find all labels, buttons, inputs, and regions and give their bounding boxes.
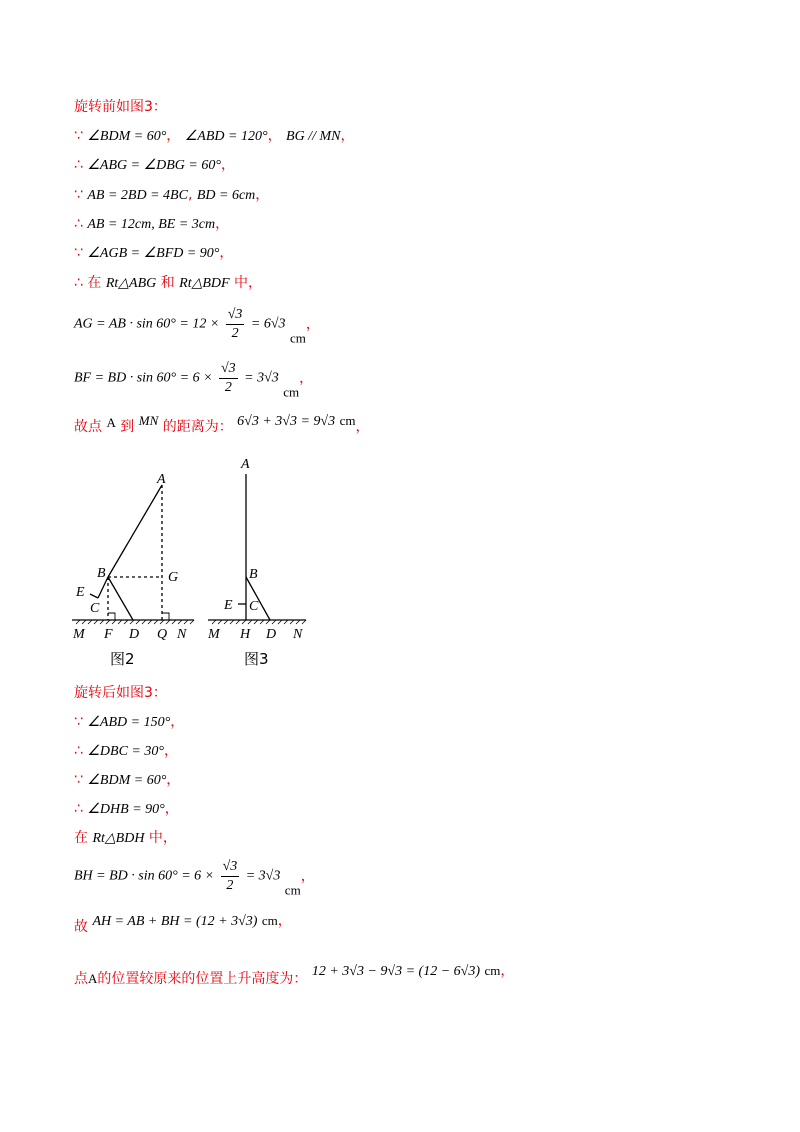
fraction-denominator: 2 (224, 380, 232, 395)
because-symbol: ∵ (74, 245, 83, 261)
label-q: Q (157, 627, 168, 642)
right-angle-q (162, 613, 169, 620)
comma: ， (500, 963, 515, 979)
text-hence-point: 故点 (74, 419, 102, 435)
line-angle-dhb (74, 800, 179, 819)
caption-figure-3: 图3 (244, 650, 269, 668)
line-bh-formula (74, 858, 315, 898)
line-bf-formula (74, 360, 313, 400)
right-angle-f (108, 613, 115, 620)
comma: ， (340, 128, 355, 144)
line-ah-result (74, 912, 292, 938)
eq-agb-bfd: ∠AGB = ∠BFD = 90° (87, 246, 220, 261)
line-distance-result (74, 412, 369, 438)
eq-abg-dbg: ∠ABG = ∠DBG = 60° (87, 158, 221, 173)
line-ab-be (74, 215, 229, 234)
before-heading: 旋转前如图3： (74, 99, 167, 115)
triangle-bdh: Rt△BDH (92, 831, 145, 846)
line-angle-dbc (74, 742, 178, 761)
text-hence: 故 (74, 919, 88, 935)
eq-abd: ∠ABD = 150° (87, 715, 171, 730)
unit-cm: cm (261, 913, 278, 928)
figure-3-labels (207, 457, 303, 668)
eq-ab-bd-bc: AB = 2BD = 4BC (87, 188, 188, 203)
line-angle-bdm (74, 771, 180, 790)
triangle-abg: Rt△ABG (105, 276, 157, 291)
eq-dhb: ∠DHB = 90° (87, 802, 165, 817)
distance-eq: 6√3 + 3√3 = 9√3 (237, 414, 336, 429)
comma: ， (166, 128, 181, 144)
label-a: A (157, 472, 166, 487)
eq-angle-abd: ∠ABD = 120° (184, 129, 268, 144)
text-in: 在 (74, 830, 88, 846)
comma: ， (164, 801, 179, 817)
ag-lhs: AG = AB · sin 60° = 12 × (74, 316, 220, 332)
text-in: 在 (87, 275, 102, 291)
segment-ce (90, 594, 98, 598)
line-rise-result (74, 962, 514, 992)
therefore-symbol: ∴ (74, 216, 83, 232)
triangle-bdf: Rt△BDF (179, 276, 230, 291)
comma: ， (277, 913, 292, 929)
fraction-numerator: √3 (219, 360, 238, 379)
label-a: A (241, 457, 250, 472)
label-m: M (73, 627, 85, 642)
text-distance-is: 的距离为： (162, 419, 233, 435)
fraction-denominator: 2 (226, 878, 234, 893)
line-in-triangles (74, 274, 262, 293)
segment-bd (108, 577, 133, 620)
unit-cm: cm (339, 413, 356, 428)
because-symbol: ∵ (74, 714, 83, 730)
comma: ， (163, 743, 178, 759)
comma: ， (170, 714, 185, 730)
eq-bd: BD = 6cm (196, 188, 256, 203)
label-d: D (266, 627, 277, 642)
comma: ， (299, 370, 314, 387)
unit-cm: cm (283, 384, 300, 400)
unit-cm: cm (284, 882, 301, 898)
line-lengths (74, 186, 269, 205)
label-c: C (249, 599, 259, 614)
label-b: B (97, 566, 106, 581)
label-n: N (293, 627, 303, 642)
label-e: E (224, 598, 233, 613)
comma: ， (166, 772, 181, 788)
after-heading: 旋转后如图3： (74, 685, 167, 701)
text-to: 到 (120, 419, 135, 435)
eq-bdm: ∠BDM = 60° (87, 773, 167, 788)
rise-eq: 12 + 3√3 − 9√3 = (12 − 6√3) (311, 964, 481, 979)
label-c: C (90, 601, 100, 616)
point-a: A (88, 971, 98, 986)
text-middle: 中， (234, 275, 263, 291)
label-e: E (76, 585, 85, 600)
because-symbol: ∵ (74, 128, 83, 144)
because-symbol: ∵ (74, 187, 83, 203)
therefore-symbol: ∴ (74, 157, 83, 173)
line-angle-abg (74, 156, 235, 175)
label-m: M (208, 627, 220, 642)
label-n: N (177, 627, 187, 642)
segment-ab (108, 485, 162, 577)
label-d: D (129, 627, 140, 642)
comma: ， (300, 868, 315, 885)
eq-dbc: ∠DBC = 30° (87, 744, 164, 759)
text-and: 和 (160, 275, 175, 291)
fraction (221, 858, 240, 895)
unit-cm: cm (289, 330, 306, 346)
comma: , (187, 187, 193, 203)
ag-rhs: = 6√3 (250, 316, 286, 332)
line-mn: MN (138, 413, 159, 428)
label-g: G (168, 570, 179, 585)
line-right-angles (74, 244, 233, 263)
comma: ， (215, 216, 230, 232)
therefore-symbol: ∴ (74, 743, 83, 759)
comma: ， (255, 187, 270, 203)
comma: ， (267, 128, 282, 144)
unit-cm: cm (484, 963, 501, 978)
comma: ， (355, 419, 370, 435)
geometry-figures (0, 450, 800, 680)
bf-lhs: BF = BD · sin 60° = 6 × (74, 370, 213, 386)
text-point: 点 (74, 971, 88, 987)
therefore-symbol: ∴ (74, 801, 83, 817)
bf-rhs: = 3√3 (244, 370, 279, 386)
fraction-numerator: √3 (221, 858, 240, 877)
label-f: F (104, 627, 113, 642)
label-b: B (249, 567, 258, 582)
text-middle: 中， (148, 830, 177, 846)
line-in-triangle-bdh (74, 829, 177, 848)
therefore-symbol: ∴ (74, 275, 83, 291)
fraction (226, 306, 245, 343)
fraction-denominator: 2 (231, 326, 239, 341)
comma: ， (305, 316, 320, 333)
line-ag-formula (74, 306, 320, 346)
line-given-angles (74, 127, 354, 146)
comma: ， (220, 157, 235, 173)
fraction-numerator: √3 (226, 306, 245, 325)
fraction (219, 360, 238, 397)
caption-figure-2: 图2 (110, 650, 135, 668)
comma: ， (219, 245, 234, 261)
eq-angle-bdm: ∠BDM = 60° (87, 129, 167, 144)
point-a: A (106, 415, 116, 430)
label-h: H (240, 627, 251, 642)
ah-eq: AH = AB + BH = (12 + 3√3) (92, 914, 258, 929)
figure-2-labels (72, 472, 187, 668)
eq-ab-be: AB = 12cm, BE = 3cm (87, 217, 216, 232)
bh-lhs: BH = BD · sin 60° = 6 × (74, 868, 215, 884)
because-symbol: ∵ (74, 772, 83, 788)
bh-rhs: = 3√3 (245, 868, 281, 884)
text-rise-height: 的位置较原来的位置上升高度为： (97, 971, 308, 987)
line-angle-abd-150 (74, 713, 184, 732)
eq-parallel: BG // MN (286, 129, 341, 144)
